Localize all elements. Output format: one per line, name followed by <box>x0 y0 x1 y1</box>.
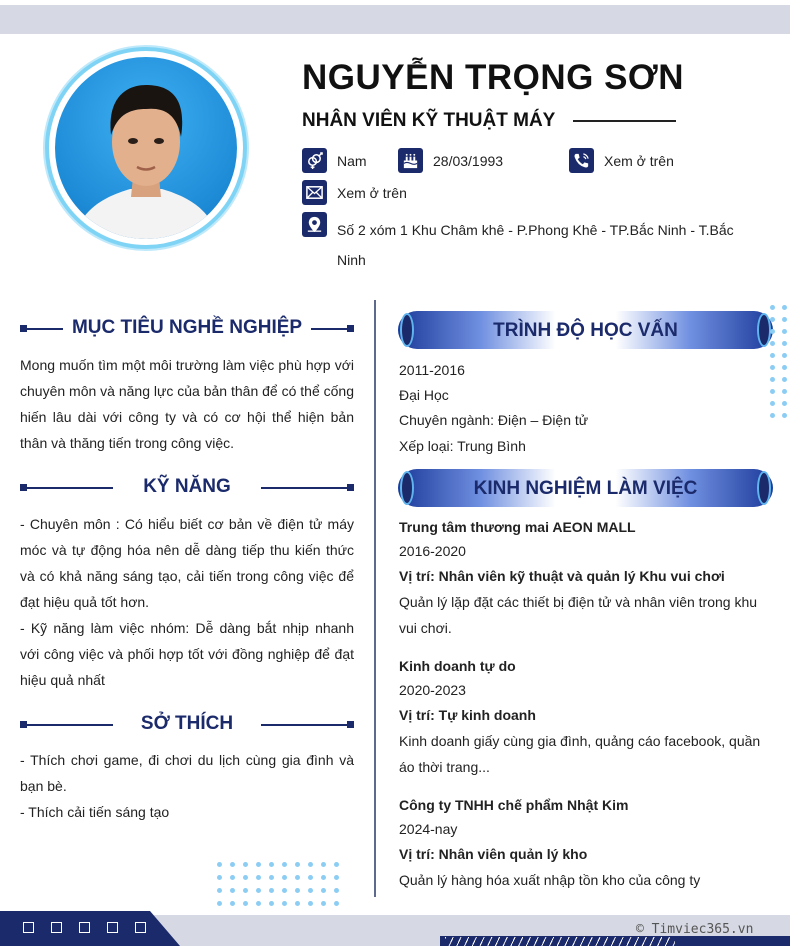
decor-dot <box>770 413 775 418</box>
birthday-row <box>398 148 503 173</box>
gender-value: Nam <box>337 152 367 169</box>
watermark: © Timviec365.vn <box>636 922 754 937</box>
footer-square-3 <box>79 922 90 933</box>
position-underline <box>573 120 676 122</box>
job-1-desc: Quản lý lặp đặt các thiết bị điện tử và nhân viên trong khu vui chơi. <box>399 594 758 636</box>
job-2-desc: Kinh doanh giấy cùng gia đình, quảng cáo facebook, quần áo thời trang... <box>399 733 761 775</box>
job-3-company: Công ty TNHH chế phẩm Nhật Kim <box>399 797 629 813</box>
decor-dot <box>243 875 248 880</box>
decor-dot <box>217 875 222 880</box>
decor-dot <box>334 901 339 906</box>
decor-dot <box>334 862 339 867</box>
column-divider <box>374 300 376 897</box>
job-2-company: Kinh doanh tự do <box>399 658 516 674</box>
decor-dot <box>782 305 787 310</box>
cake-icon <box>398 148 423 173</box>
decor-dot <box>282 888 287 893</box>
decor-dot <box>295 862 300 867</box>
hobbies-item-1: - Thích chơi game, đi chơi du lịch cùng gia đình và bạn bè. <box>20 752 354 794</box>
objective-title: MỤC TIÊU NGHỀ NGHIỆP <box>71 317 303 338</box>
skills-item-2: - Kỹ năng làm việc nhóm: Dễ dàng bắt nhịp nhanh với công việc và phối hợp tốt với đồng nghiệp để đạt hiệu quả nhất <box>20 620 354 688</box>
education-title: TRÌNH ĐỘ HỌC VẤN <box>493 320 678 341</box>
hobbies-item-2: - Thích cải tiến sáng tạo <box>20 804 170 820</box>
decor-dot <box>269 901 274 906</box>
decor-dot <box>321 901 326 906</box>
objective-heading <box>20 319 354 339</box>
objective-text: Mong muốn tìm một môi trường làm việc phù hợp với chuyên môn và năng lực của bản thân để có thể cống hiến lâu dài với công ty và có cơ hội thể hiện bản thân và thăng tiến trong công việc. <box>20 357 354 451</box>
decor-dot <box>770 341 775 346</box>
decor-dot <box>782 341 787 346</box>
footer-square-2 <box>51 922 62 933</box>
footer-square-1 <box>23 922 34 933</box>
decor-dot <box>782 353 787 358</box>
experience-heading <box>398 469 773 507</box>
decor-dot <box>269 862 274 867</box>
decor-dot <box>782 377 787 382</box>
decor-dot <box>308 862 313 867</box>
decor-dot <box>770 401 775 406</box>
phone-value: Xem ở trên <box>604 152 674 169</box>
decor-dot <box>269 888 274 893</box>
portrait-photo <box>55 57 237 239</box>
decor-dot <box>308 875 313 880</box>
decor-dot <box>334 875 339 880</box>
birthday-value: 28/03/1993 <box>433 152 504 169</box>
decor-dot <box>321 862 326 867</box>
decor-dot <box>230 901 235 906</box>
phone-icon <box>569 148 594 173</box>
address-row <box>302 212 337 237</box>
avatar <box>45 47 247 249</box>
education-years: 2011-2016 <box>399 362 465 378</box>
decor-dot <box>282 901 287 906</box>
decor-dot <box>295 875 300 880</box>
job-2-period: 2020-2023 <box>399 682 466 698</box>
job-1-company: Trung tâm thương mai AEON MALL <box>399 519 636 535</box>
decor-dot <box>256 875 261 880</box>
decor-dot <box>243 901 248 906</box>
decor-dot <box>256 888 261 893</box>
decor-dot <box>230 862 235 867</box>
decor-dot <box>321 875 326 880</box>
decor-dot <box>782 365 787 370</box>
education-heading <box>398 311 773 349</box>
hobbies-title: SỞ THÍCH <box>140 713 234 734</box>
envelope-icon <box>302 180 327 205</box>
gender-icon <box>302 148 327 173</box>
decor-dot <box>217 901 222 906</box>
top-band <box>0 5 790 34</box>
decor-dot <box>256 862 261 867</box>
decor-dot <box>256 901 261 906</box>
decor-dot <box>770 329 775 334</box>
decor-dot <box>308 901 313 906</box>
decor-dot <box>782 329 787 334</box>
education-grade: Xếp loại: Trung Bình <box>399 438 526 454</box>
email-value: Xem ở trên <box>337 184 407 201</box>
decor-dot <box>782 413 787 418</box>
address-value: Số 2 xóm 1 Khu Châm khê - P.Phong Khê - TP.Bắc Ninh - T.Bắc Ninh <box>337 222 734 268</box>
experience-title: KINH NGHIỆM LÀM VIỆC <box>473 478 698 499</box>
decor-dot <box>282 862 287 867</box>
job-1-role: Vị trí: Nhân viên kỹ thuật và quản lý Khu vui chơi <box>399 568 725 584</box>
decor-dot <box>217 888 222 893</box>
job-2-role: Vị trí: Tự kinh doanh <box>399 707 536 723</box>
decor-dot <box>334 888 339 893</box>
decor-dot <box>321 888 326 893</box>
hobbies-heading <box>20 715 354 735</box>
decor-dot <box>230 875 235 880</box>
education-major: Chuyên ngành: Điện – Điện tử <box>399 412 589 428</box>
decor-dot <box>782 317 787 322</box>
location-pin-icon <box>302 212 327 237</box>
education-level: Đại Học <box>399 387 449 403</box>
phone-row <box>569 148 674 173</box>
skills-title: KỸ NĂNG <box>143 476 231 497</box>
job-3-period: 2024-nay <box>399 821 458 837</box>
job-3-role: Vị trí: Nhân viên quản lý kho <box>399 846 588 862</box>
decor-dot <box>308 888 313 893</box>
decor-dot <box>770 305 775 310</box>
candidate-position: NHÂN VIÊN KỸ THUẬT MÁY <box>302 110 556 131</box>
job-3-desc: Quản lý hàng hóa xuất nhập tồn kho của công ty <box>399 872 701 888</box>
decor-dot <box>295 901 300 906</box>
decor-dot <box>282 875 287 880</box>
skills-item-1: - Chuyên môn : Có hiểu biết cơ bản về điện tử máy móc và tự động hóa nên dễ dàng tiếp thu kiến thức và có khả năng sáng tạo, cải tiến trong công việc để đạt hiệu quả tốt hơn. <box>20 516 354 610</box>
decor-dot <box>217 862 222 867</box>
bottom-hatch-pattern <box>445 937 675 946</box>
decor-dot <box>269 875 274 880</box>
decor-dot <box>230 888 235 893</box>
footer-square-4 <box>107 922 118 933</box>
decor-dot <box>770 389 775 394</box>
decor-dot <box>770 317 775 322</box>
decor-dot <box>782 389 787 394</box>
decor-dot <box>243 888 248 893</box>
decor-dot <box>770 365 775 370</box>
job-1-period: 2016-2020 <box>399 543 466 559</box>
email-row <box>302 180 407 205</box>
decor-dot <box>295 888 300 893</box>
footer-square-5 <box>135 922 146 933</box>
candidate-name: NGUYỄN TRỌNG SƠN <box>302 58 685 97</box>
decor-dot <box>782 401 787 406</box>
decor-dot <box>243 862 248 867</box>
decor-dot <box>770 377 775 382</box>
decor-dot <box>770 353 775 358</box>
skills-heading <box>20 478 354 498</box>
gender-row <box>302 148 367 173</box>
